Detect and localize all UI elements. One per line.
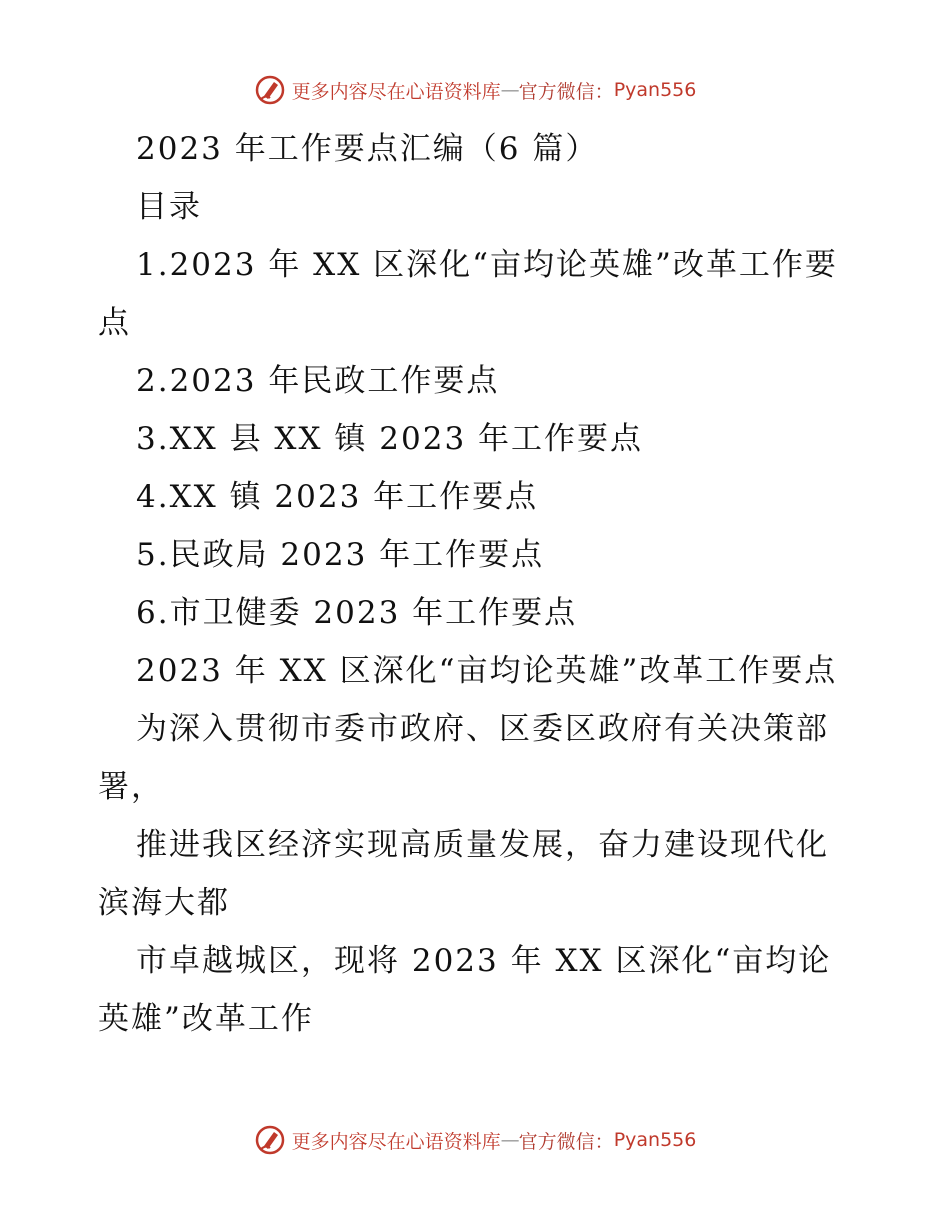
toc-item-3: 3.XX 县 XX 镇 2023 年工作要点 [136,421,644,457]
pen-logo-icon [254,1124,286,1156]
watermark-account: Pyan556 [613,1129,697,1151]
toc-item-1: 1.2023 年 XX 区深化“亩均论英雄”改革工作要点 [98,247,838,341]
toc-item-6: 6.市卫健委 2023 年工作要点 [136,595,578,631]
watermark-account-label: 官方微信： [518,1130,614,1153]
toc-heading: 目录 [136,189,202,225]
body-paragraph-1: 为深入贯彻市委市政府、区委区政府有关决策部署， [98,711,829,805]
toc-item-2: 2.2023 年民政工作要点 [136,363,500,399]
watermark-banner-bottom [0,1122,950,1158]
section-heading: 2023 年 XX 区深化“亩均论英雄”改革工作要点 [136,653,838,689]
watermark-account: Pyan556 [613,79,697,101]
watermark-text: 更多内容尽在心语资料库 [291,1130,501,1153]
watermark-text: 更多内容尽在心语资料库 [291,80,501,103]
document-body [98,120,858,1048]
document-title: 2023 年工作要点汇编（6 篇） [136,131,599,167]
body-paragraph-2: 推进我区经济实现高质量发展，奋力建设现代化滨海大都 [98,827,829,921]
body-paragraph-3: 市卓越城区，现将 2023 年 XX 区深化“亩均论英雄”改革工作 [98,943,832,1037]
watermark-account-label: 官方微信： [518,80,614,103]
toc-item-4: 4.XX 镇 2023 年工作要点 [136,479,539,515]
toc-item-5: 5.民政局 2023 年工作要点 [136,537,545,573]
watermark-dash: — [500,79,519,101]
pen-logo-icon [254,74,286,106]
watermark-dash: — [500,1129,519,1151]
watermark-banner-top [0,72,950,108]
